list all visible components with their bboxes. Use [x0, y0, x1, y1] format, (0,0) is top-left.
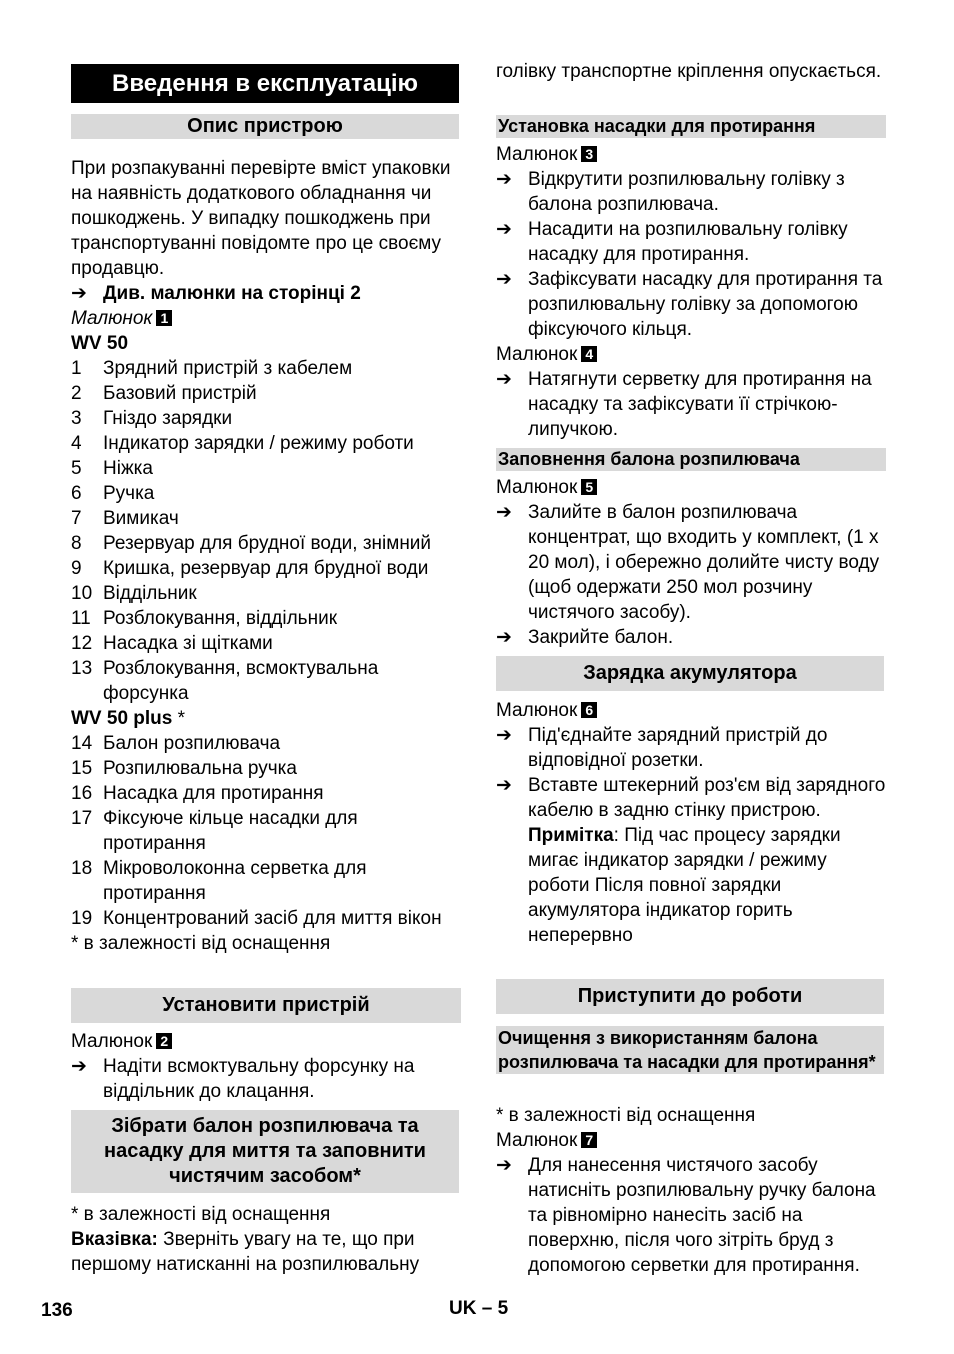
figure-number-badge: 1: [156, 310, 172, 326]
figure-label: Малюнок: [496, 700, 578, 721]
instruction-step: [496, 267, 886, 342]
list-item-text: Фіксуюче кільце насадки для протирання: [103, 808, 358, 854]
figure-ref-3: [496, 142, 886, 167]
instruction-step-text: Вставте штекерний роз'єм від зарядного кабелю в задню стінку пристрою.: [528, 775, 886, 821]
list-item: [71, 656, 459, 706]
heading-clean-with-spray: Очищення з використанням балона розпилювача та насадки для протирання*: [496, 1026, 884, 1074]
heading-device-description: Опис пристрою: [71, 114, 459, 139]
page-number: 136: [41, 1300, 73, 1321]
arrow-right-icon: ➔: [496, 775, 512, 796]
list-item-number: 6: [71, 483, 82, 504]
heading-charge-battery: Зарядка акумулятора: [496, 656, 884, 691]
list-item-text: Розблокування, всмоктувальна форсунка: [103, 658, 379, 704]
figure-label: Малюнок: [496, 1130, 578, 1151]
figure-ref-6: [496, 698, 886, 723]
list-item-text: Резервуар для брудної води, знімний: [103, 533, 432, 554]
hint-paragraph: [71, 1227, 459, 1277]
list-item-number: 8: [71, 533, 82, 554]
figure-ref-2: [71, 1029, 459, 1054]
list-item: [71, 431, 459, 456]
install-step-text: Надіти всмоктувальну форсунку на віддільник до клацання.: [103, 1056, 415, 1102]
list-item-number: 15: [71, 758, 93, 779]
figure-label: Малюнок: [496, 144, 578, 165]
wiper-steps: [496, 167, 886, 342]
arrow-right-icon: ➔: [71, 1056, 87, 1077]
list-item-text: Розпилювальна ручка: [103, 758, 297, 779]
list-item: [71, 356, 459, 381]
hint-text: Зверніть увагу на те, що при першому натисканні на розпилювальну: [71, 1229, 420, 1275]
figure-ref-5: [496, 475, 886, 500]
cloth-step: [496, 367, 886, 442]
clean-step-text: Для нанесення чистячого засобу натисніть розпилювальну ручку балона та рівномірно нанесіть засіб на поверхню, після чого зітріть бруд з допомогою серветки для протирання.: [528, 1155, 876, 1276]
intro-paragraph: При розпакуванні перевірте вміст упаковки на наявність додаткового обладнання чи пошкоджень. У випадку пошкоджень при транспортуванні повідомте про це своєму продавцю.: [71, 158, 451, 279]
list-item-number: 12: [71, 633, 93, 654]
list-item-number: 19: [71, 908, 93, 929]
arrow-right-icon: ➔: [496, 1155, 512, 1176]
figure-label: Малюнок: [496, 477, 578, 498]
clean-step: [496, 1153, 886, 1278]
instruction-step: [496, 217, 886, 267]
equipment-note: * в залежності від оснащення: [71, 1204, 331, 1225]
figure-number-badge: 7: [581, 1132, 597, 1148]
list-item-number: 18: [71, 858, 93, 879]
list-item-text: Віддільник: [103, 583, 197, 604]
list-item: [71, 731, 459, 756]
list-item-number: 9: [71, 558, 82, 579]
figure-number-badge: 5: [581, 479, 597, 495]
instruction-step-text: Залийте в балон розпилювача концентрат, що входить у комплект, (1 х 20 мол), і обережно долийте чисту воду (щоб одержати 250 мол розчину чистячого засобу).: [528, 502, 880, 623]
instruction-step-text: Закрийте балон.: [528, 627, 674, 648]
list-item-number: 10: [71, 583, 93, 604]
list-item-number: 1: [71, 358, 82, 379]
list-item-text: Гніздо зарядки: [103, 408, 233, 429]
see-figures-step: [71, 281, 459, 306]
section-title: Введення в експлуатацію: [71, 64, 459, 103]
language-page-label: UK – 5: [449, 1298, 509, 1319]
figure-number-badge: 3: [581, 146, 597, 162]
list-item: [71, 856, 459, 906]
list-item-text: Індикатор зарядки / режиму роботи: [103, 433, 414, 454]
charge-steps: [496, 723, 886, 823]
list-item-text: Вимикач: [103, 508, 179, 529]
heading-assemble-spray: Зібрати балон розпилювача та насадку для миття та заповнити чистячим засобом*: [71, 1110, 459, 1193]
list-item: [71, 906, 459, 931]
arrow-right-icon: ➔: [496, 169, 512, 190]
list-item-number: 13: [71, 658, 93, 679]
see-figures-text: Див. малюнки на сторінці 2: [103, 283, 361, 304]
figure-label: Малюнок: [71, 308, 153, 329]
list-item-text: Балон розпилювача: [103, 733, 281, 754]
list-item-text: Розблокування, віддільник: [103, 608, 338, 629]
heading-install-wiper: Установка насадки для протирання: [496, 115, 886, 138]
figure-number-badge: 6: [581, 702, 597, 718]
list-item: [71, 781, 459, 806]
model-wv50plus-star: *: [172, 708, 186, 729]
arrow-right-icon: ➔: [496, 269, 512, 290]
charge-note: [496, 823, 886, 948]
list-item-number: 11: [71, 608, 91, 629]
heading-start-work: Приступити до роботи: [496, 979, 884, 1014]
figure-label: Малюнок: [71, 1031, 153, 1052]
list-item-text: Насадка для протирання: [103, 783, 324, 804]
model-wv50plus: [71, 706, 459, 731]
list-item: [71, 456, 459, 481]
list-item-number: 2: [71, 383, 82, 404]
list-item-number: 3: [71, 408, 82, 429]
hint-label: Вказівка:: [71, 1229, 158, 1250]
instruction-step: [496, 625, 886, 650]
note-label: Примітка: [528, 825, 614, 846]
figure-label: Малюнок: [496, 344, 578, 365]
list-item-number: 4: [71, 433, 82, 454]
arrow-right-icon: ➔: [496, 627, 512, 648]
list-item-text: Ніжка: [103, 458, 153, 479]
figure-number-badge: 2: [156, 1033, 172, 1049]
list-item-number: 17: [71, 808, 93, 829]
instruction-step: [496, 723, 886, 773]
continued-text: голівку транспортне кріплення опускається.: [496, 61, 882, 82]
install-step: [71, 1054, 459, 1104]
list-item: [71, 381, 459, 406]
heading-fill-spray: Заповнення балона розпилювача: [496, 448, 886, 471]
list-item-text: Мікроволоконна серветка для протирання: [103, 858, 367, 904]
list-item-text: Зрядний пристрій з кабелем: [103, 358, 353, 379]
note-text: : Під час процесу зарядки мигає індикатор зарядки / режиму роботи Після повної зарядки акумулятора індикатор горить неперервно: [528, 825, 841, 946]
arrow-right-icon: ➔: [496, 219, 512, 240]
list-item: [71, 806, 459, 856]
instruction-step-text: Під'єднайте зарядний пристрій до відповідної розетки.: [528, 725, 828, 771]
arrow-right-icon: ➔: [496, 502, 512, 523]
list-item-number: 5: [71, 458, 82, 479]
figure-ref-1: [71, 306, 459, 331]
figure-ref-4: [496, 342, 886, 367]
figure-ref-7: [496, 1128, 886, 1153]
list-item: [71, 506, 459, 531]
instruction-step: [496, 167, 886, 217]
list-item-number: 14: [71, 733, 93, 754]
equipment-note: * в залежності від оснащення: [496, 1105, 756, 1126]
heading-install-device: Установити пристрій: [71, 988, 461, 1023]
list-item-number: 16: [71, 783, 93, 804]
figure-number-badge: 4: [581, 346, 597, 362]
list-item-text: Базовий пристрій: [103, 383, 257, 404]
list-item: [71, 531, 459, 556]
list-item-text: Концентрований засіб для миття вікон: [103, 908, 442, 929]
list-item: [71, 406, 459, 431]
list-item-text: Кришка, резервуар для брудної води: [103, 558, 429, 579]
cloth-step-text: Натягнути серветку для протирання на насадку та зафіксувати її стрічкою-липучкою.: [528, 369, 872, 440]
arrow-right-icon: ➔: [496, 369, 512, 390]
list-item: [71, 556, 459, 581]
instruction-step-text: Насадити на розпилювальну голівку насадку для протирання.: [528, 219, 848, 265]
fill-steps: [496, 500, 886, 650]
list-item: [71, 631, 459, 656]
model-wv50: WV 50: [71, 333, 129, 354]
arrow-right-icon: ➔: [71, 283, 87, 304]
instruction-step: [496, 500, 886, 625]
list-item-number: 7: [71, 508, 82, 529]
list-item: [71, 581, 459, 606]
model-wv50plus-name: WV 50 plus: [71, 708, 173, 729]
parts-list-wv50plus: [71, 731, 459, 931]
list-item: [71, 756, 459, 781]
instruction-step-text: Відкрутити розпилювальну голівку з балона розпилювача.: [528, 169, 845, 215]
list-item-text: Ручка: [103, 483, 155, 504]
list-item: [71, 481, 459, 506]
parts-list-wv50: [71, 356, 459, 706]
arrow-right-icon: ➔: [496, 725, 512, 746]
instruction-step-text: Зафіксувати насадку для протирання та розпилювальну голівку за допомогою фіксуючого кільця.: [528, 269, 883, 340]
instruction-step: [496, 773, 886, 823]
list-item-text: Насадка зі щітками: [103, 633, 273, 654]
equipment-note: * в залежності від оснащення: [71, 933, 331, 954]
list-item: [71, 606, 459, 631]
